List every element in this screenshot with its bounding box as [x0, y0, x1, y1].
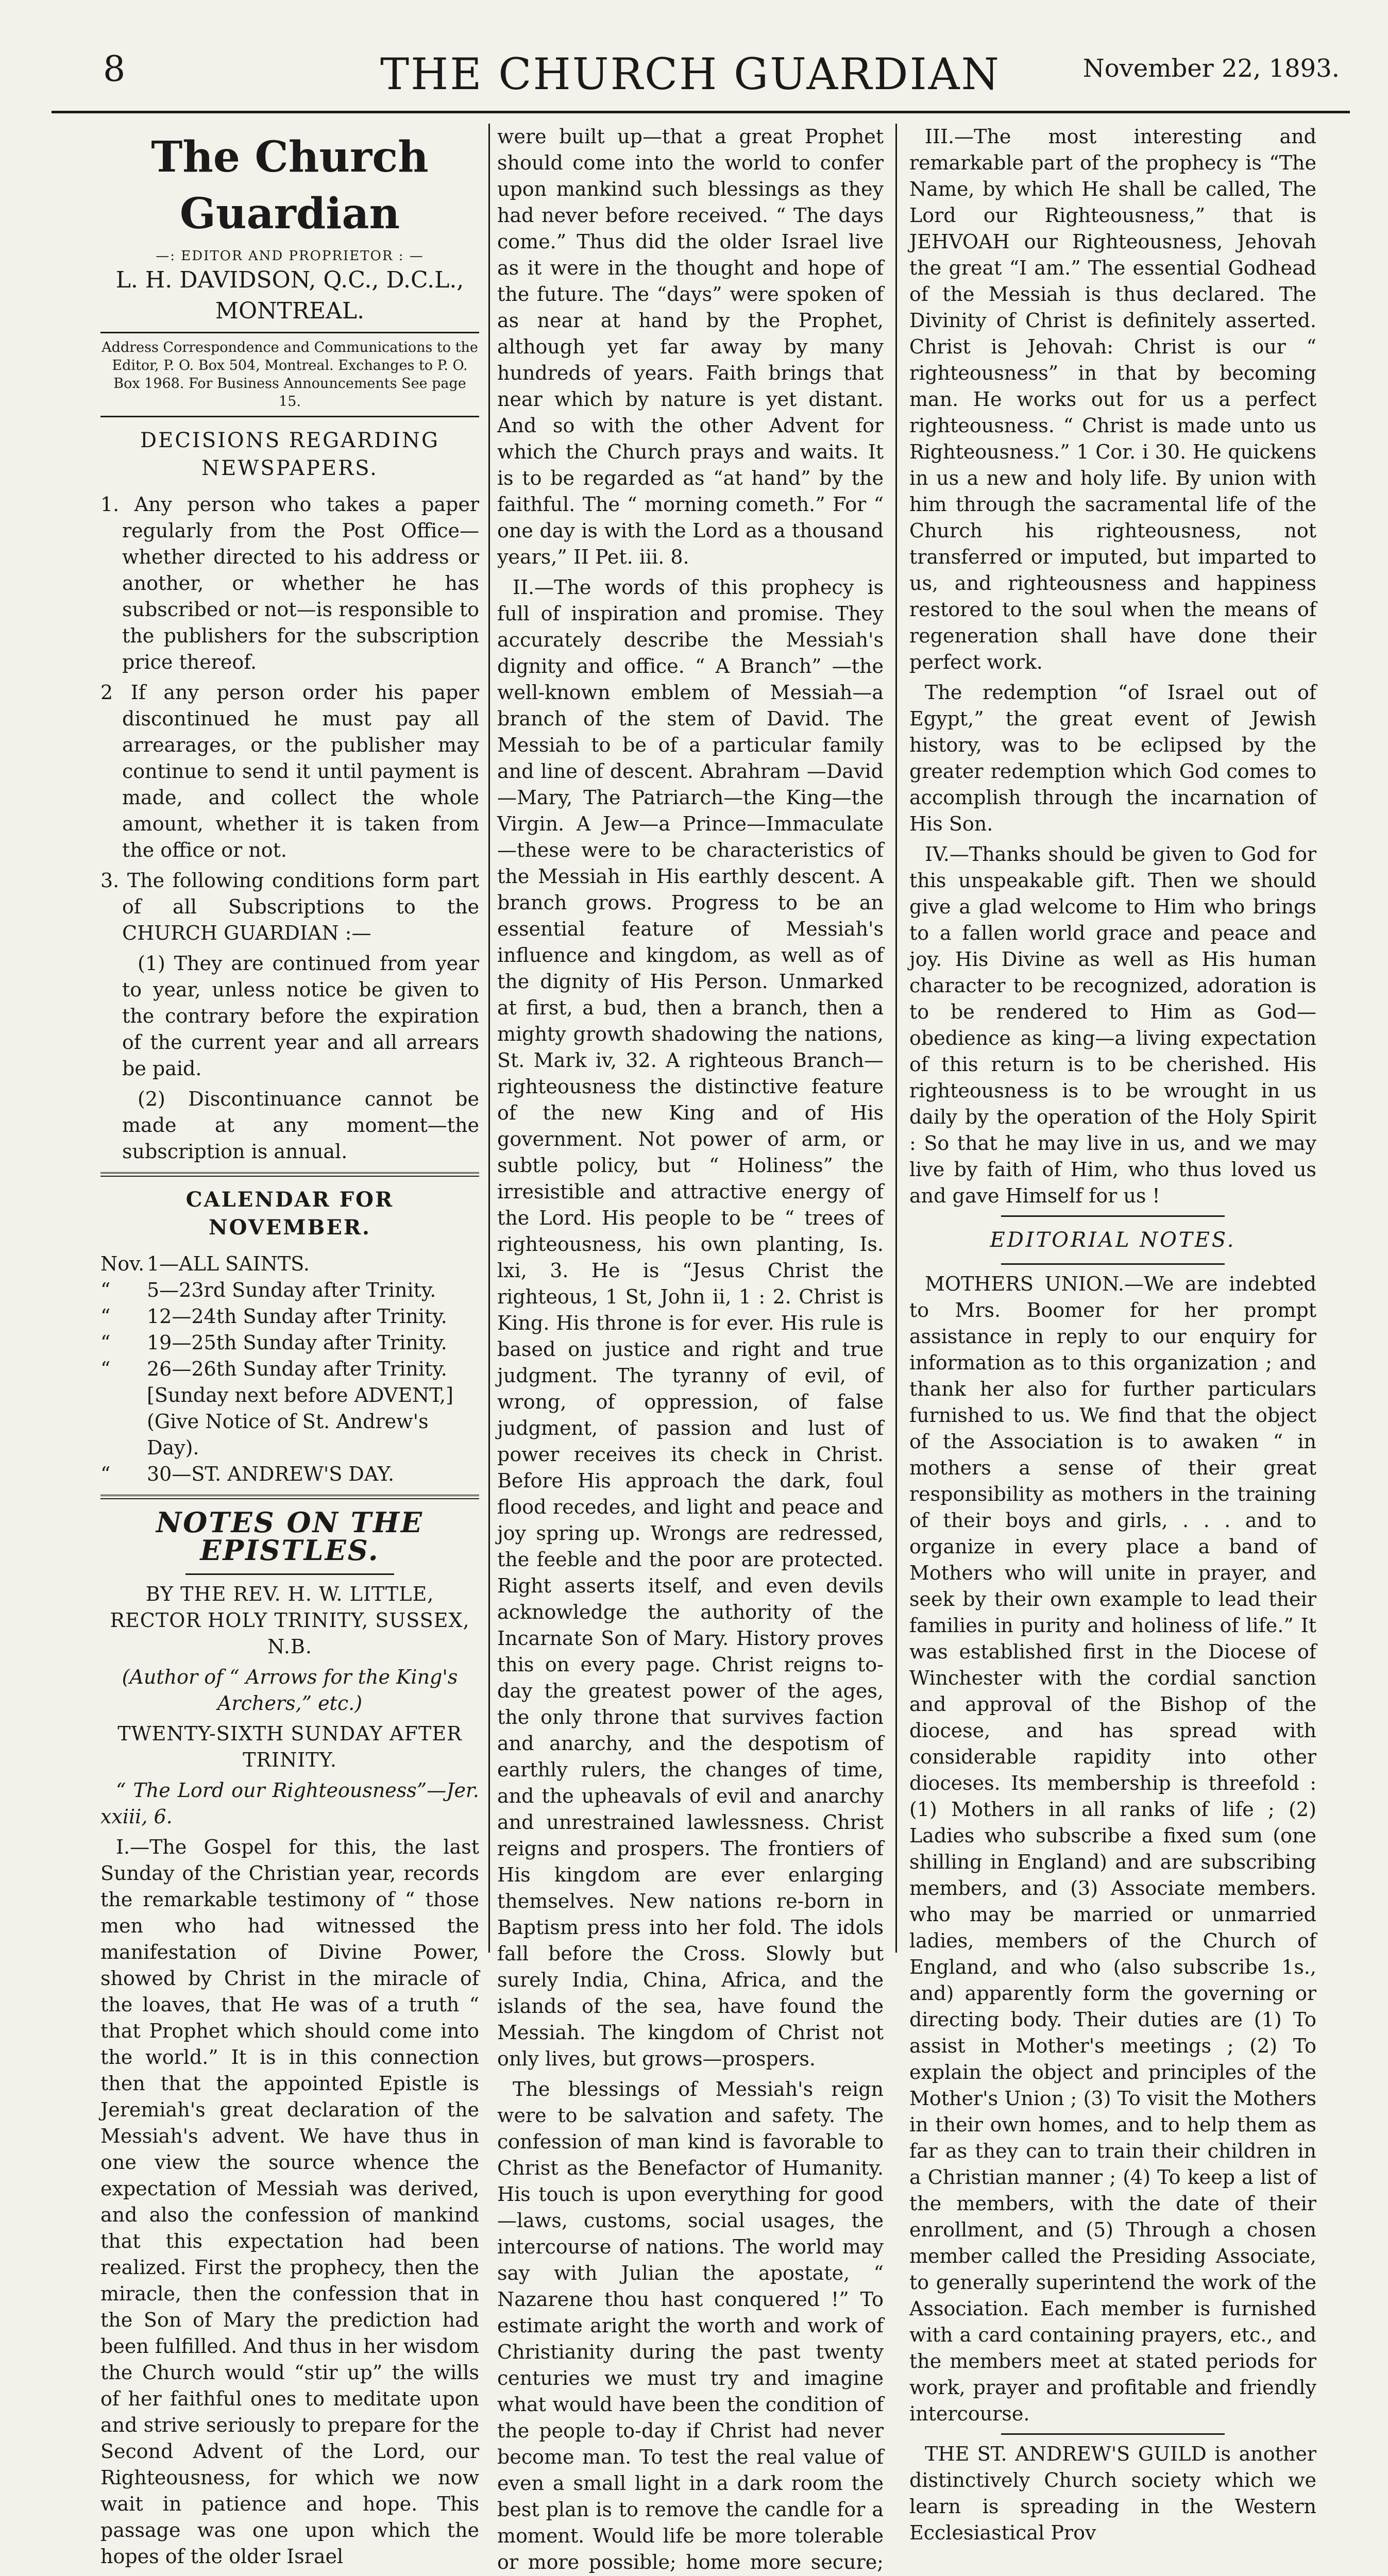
divider [1001, 1215, 1225, 1217]
decisions-list [100, 492, 479, 946]
editorial-paragraph: THE ST. ANDREW'S GUILD is another distinctively Church society which we learn is spreading in the Western Ecclesiastical Prov [909, 2443, 1316, 2544]
page-header [21, 49, 1360, 106]
epistles-paragraph: The blessings of Messiah's reign were to be salvation and safety. The confession of man kind is favorable to Christ as the Benefactor of Humanity. His touch is upon everything for good—laws, customs, social usages, the intercourse of nations. The world may say with Julian the apostate, “ Nazarene thou hast conquered !” To estimate aright the worth and work of Christianity during the past twenty centuries we must try and imagine what would have been the condition of the people to-day if Christ had never become man. To test the real value of even a small light in a dark room the best plan is to remove the candle for a moment. Would life be more tolerable or more possible; home more secure; [497, 2078, 884, 2573]
column-1 [100, 124, 479, 2568]
editorial-paragraph: MOTHERS UNION.—We are indebted to Mrs. Boomer for her prompt assistance in reply to our enquiry for information as to this organization ; and thank her also for further particulars furnished to us. We find that the object of the Association is to awaken “ in mothers a sense of their great responsibility as mothers in the training of their boys and girls, . . . and to organize in every place a band of Mothers who will unite in prayer, and seek by their own example to lead their families in purity and holiness of life.” It was established first in the Diocese of Winchester with the cordial sanction and approval of the Bishop of the diocese, and has spread with considerable rapidity into other dioceses. Its membership is threefold : (1) Mothers in all ranks of life ; (2) Ladies who subscribe a fixed sum (one shilling in England) and are subscribing members, and (3) Associate members. who may be married or unmarried ladies, members of the Church of England, and who (also subscribe 1s., and) apparently form the governing or directing body. Their duties are (1) To assist in Mother's meetings ; (2) To explain the object and principles of the Mother's Union ; (3) To visit the Mothers in their own homes, and to help them as far as they can to train their children in a Christian manner ; (4) To keep a list of the members, with the date of their enrollment, and (5) Through a chosen member called the Presiding Associate, to generally superintend the work of the Association. Each member is furnished with a card containing prayers, etc., and the members meet at stated periods for work, prayer and profitable and friendly intercourse. [909, 1273, 1316, 2425]
decision-item: 2 If any person order his paper discontinued he must pay all arrearages, or the publisher may continue to send it until payment is made, and collect the whole amount, whether it is taken from the office or not. [100, 681, 479, 861]
calendar-row [100, 1461, 479, 1487]
calendar-entry: 1—ALL SAINTS. [147, 1252, 310, 1275]
epistles-text-quote: “ The Lord our Righteousness”—Jer. xxiii, 6. [100, 1779, 479, 1828]
calendar-month: “ [100, 1463, 111, 1485]
epistles-paragraph: IV.—Thanks should be given to God for this unspeakable gift. Then we should give a glad welcome to Him who brings to a fallen world grace and peace and joy. His Divine as well as His human character to be recognized, adoration is to be rendered to Him as God—obedience as king—a living expectation of this return is to be cherished. His righteousness is to be wrought in us daily by the operation of the Holy Spirit : So that he may live in us, and we may live by faith of Him, who thus loved us and gave Himself for us ! [909, 843, 1316, 1207]
calendar-row [100, 1356, 479, 1461]
epistles-sunday: TWENTY-SIXTH SUNDAY AFTER TRINITY. [117, 1722, 462, 1771]
divider [185, 1573, 394, 1575]
editor-name: L. H. DAVIDSON, Q.C., D.C.L., MONTREAL. [115, 267, 464, 324]
decision-sub-1: (1) They are continued from year to year, unless notice be given to the contrary before the expiration of the current year and all arrears be paid. [122, 952, 479, 1080]
divider [1001, 2433, 1225, 2435]
column-divider [488, 124, 490, 1953]
calendar-month: “ [100, 1331, 111, 1354]
epistles-paragraph: were built up—that a great Prophet should come into the world to confer upon mankind such blessings as they had never before received. “ The days come.” Thus did the older Israel live as it were in the thought and hope of the future. The “days” were spoken of as near at hand by the Prophet, although yet far away by many hundreds of years. Faith brings that near which by nature is yet distant. And so with the other Advent for which the Church prays and waits. It is to be regarded as “at hand” by the faithful. The “ morning cometh.” For “ one day is with the Lord as a thousand years,” II Pet. iii. 8. [497, 125, 884, 568]
epistles-paragraph: I.—The Gospel for this, the last Sunday of the Christian year, records the remarkable testimony of “ those men who had witnessed the manifestation of Divine Power, showed by Christ in the miracle of the loaves, that He was of a truth “ that Prophet which should come into the world.” It is in this connection then that the appointed Epistle is Jeremiah's great declaration of the Messiah's advent. We have thus in one view the source whence the expectation of Messiah was derived, and also the confession of mankind that this expectation had been realized. First the prophecy, then the miracle, then the confession that in the Son of Mary the prediction had been fulfilled. And thus in her wisdom the Church would “stir up” the wills of her faithful ones to meditate upon and strive seriously to prepare for the Second Advent of the Lord, our Righteousness, for which we now wait in patience and hope. This passage was one upon which the hopes of the older Israel [100, 1836, 479, 2568]
column-2 [497, 124, 884, 2573]
calendar-entry: 30—ST. ANDREW'S DAY. [147, 1463, 395, 1485]
epistles-paragraph: III.—The most interesting and remarkable part of the prophecy is “The Name, by which He shall be called, The Lord our Righteousness,” that is JEHVOAH our Righteousness, Jehovah the great “I am.” The essential Godhead of the Messiah is thus declared. The Divinity of Christ is definitely asserted. Christ is Jehovah: Christ is our “ righteousness” in that by becoming man. He works out for us a perfect righteousness. “ Christ is made unto us Righteousness.” 1 Cor. i 30. He quickens in us a new and holy life. By union with him through the sacramental life of the Church his righteousness, not transferred or imputed, but imparted to us, and righteousness and happiness restored to the soul when the means of regeneration shall have done their perfect work. [909, 125, 1316, 673]
calendar-list [100, 1251, 479, 1487]
epistles-paragraph: II.—The words of this prophecy is full of inspiration and promise. They accurately describe the Messiah's dignity and office. “ A Branch” —the well-known emblem of Messiah—a branch of the stem of David. The Messiah to be of a particular family and line of descent. Abrahram —David—Mary, The Patriarch—the King—the Virgin. A Jew—a Prince—Immaculate—these were to be characteristics of the Messiah in His earthly descent. A branch grows. Progress to be an essential feature of Messiah's influence and kingdom, as well as of the dignity of His Person. Unmarked at first, a bud, then a branch, then a mighty growth shadowing the nations, St. Mark iv, 32. A righteous Branch—righteousness the distinctive feature of the new King and of His government. Not power of arm, or subtle policy, but “ Holiness” the irresistible and attractive energy of the Lord. His people to be “ trees of righteousness, his own planting, Is. lxi, 3. He is “Jesus Christ the righteous, 1 St, John ii, 1 : 2. Christ is King. His throne is for ever. His rule is based on justice and right and true judgment. The tyranny of evil, of wrong, of oppression, of false judgment, of passion and lust of power receives its check in Christ. Before His approach the dark, foul flood recedes, and light and peace and joy spring up. Wrongs are redressed, the feeble and the poor are protected. Right asserts itself, and even devils acknowledge the authority of the Incarnate Son of Mary. History proves this on every page. Christ reigns to-day the greatest power of the ages, the only throne that survives faction and anarchy, and the despotism of earthly rulers, the changes of time, and the upheavals of evil and anarchy and unrestrained lawlessness. Christ reigns and prospers. The frontiers of His kingdom are ever enlarging themselves. New nations re-born in Baptism press into her fold. The idols fall before the Cross. Slowly but surely India, China, Africa, and the islands of the sea, have found the Messiah. The kingdom of Christ not only lives, but grows—prospers. [497, 576, 884, 2070]
epistles-heading: NOTES ON THE EPISTLES. [156, 1506, 424, 1567]
calendar-month: “ [100, 1305, 111, 1328]
calendar-month: Nov. [100, 1252, 145, 1275]
page-number: 8 [103, 49, 126, 90]
epistles-paragraph: The redemption “of Israel out of Egypt,” the great event of Jewish history, was to be eclipsed by the greater redemption which God comes to accomplish through the incarnation of His Son. [909, 681, 1316, 835]
epistles-byline: BY THE REV. H. W. LITTLE, RECTOR HOLY TRINITY, SUSSEX, N.B. [110, 1583, 470, 1658]
issue-date: November 22, 1893. [1082, 54, 1340, 83]
decision-item: 1. Any person who takes a paper regularly from the Post Office—whether directed to his address or another, or whether he has subscribed or not—is responsible to the publishers for the subscription price thereof. [100, 493, 479, 673]
divider [100, 416, 479, 417]
decision-item: 3. The following conditions form part of all Subscriptions to the CHURCH GUARDIAN :— [100, 869, 479, 944]
calendar-row [100, 1303, 479, 1330]
calendar-entry: 5—23rd Sunday after Trinity. [147, 1279, 436, 1301]
calendar-row [100, 1277, 479, 1303]
double-divider [100, 1495, 479, 1499]
editor-label: —: EDITOR AND PROPRIETOR : — [156, 248, 424, 264]
calendar-entry: 19—25th Sunday after Trinity. [147, 1331, 447, 1354]
decisions-heading: DECISIONS REGARDING NEWSPAPERS. [140, 429, 439, 480]
masthead-title: The Church Guardian [151, 132, 429, 239]
column-3 [909, 124, 1316, 2544]
decision-sub-2: (2) Discontinuance cannot be made at any moment—the subscription is annual. [122, 1088, 479, 1163]
calendar-row [100, 1251, 479, 1277]
address-notice: Address Correspondence and Communications to the Editor, P. O. Box 504, Montreal. Exchanges to P. O. Box 1968. For Business Announcements See page 15. [101, 340, 478, 410]
calendar-entry: 12—24th Sunday after Trinity. [147, 1305, 447, 1328]
column-divider [895, 124, 897, 1953]
editorial-heading: EDITORIAL NOTES. [990, 1228, 1236, 1252]
calendar-month: “ [100, 1358, 111, 1380]
calendar-month: “ [100, 1279, 111, 1301]
calendar-row [100, 1330, 479, 1356]
header-rule [52, 111, 1350, 113]
newspaper-title: THE CHURCH GUARDIAN [380, 49, 1001, 99]
epistles-author-of: (Author of “ Arrows for the King's Archers,” etc.) [122, 1666, 458, 1715]
calendar-heading: CALENDAR FOR NOVEMBER. [185, 1188, 394, 1240]
double-divider [100, 1172, 479, 1177]
divider [100, 332, 479, 333]
calendar-entry: 26—26th Sunday after Trinity. [Sunday next before ADVENT,] (Give Notice of St. Andrew's Day). [147, 1358, 453, 1459]
divider [1001, 1263, 1225, 1265]
